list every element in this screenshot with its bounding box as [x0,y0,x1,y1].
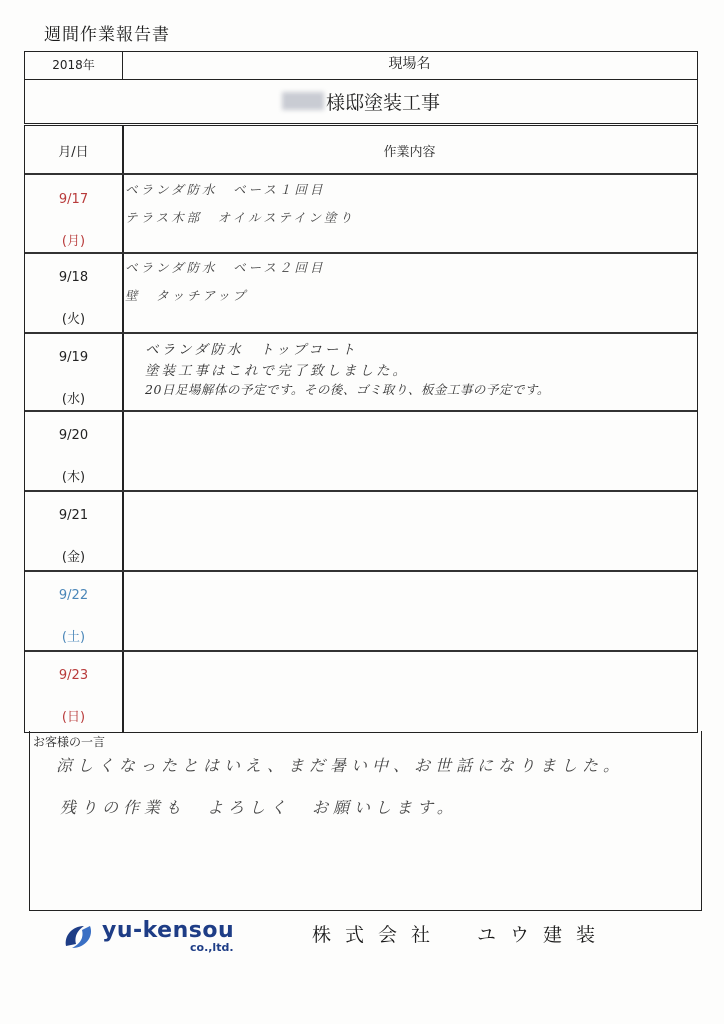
date-label: 9/21 [58,508,89,523]
work-note: ベランダ防水 トップコート [145,342,358,358]
work-note: 塗装工事はこれで完了致しました。 [145,363,409,379]
weekday-label: (金) [61,550,86,565]
schedule-table [24,125,698,733]
header-row [25,52,697,80]
company-name: 株式会社 ユウ建装 [312,924,610,946]
weekday-label: (水) [61,392,86,407]
work-note: 壁 タッチアップ [125,288,249,303]
weekday-label: (火) [61,312,86,327]
customer-comment-box [29,731,702,911]
logo-text: yu-kensou [102,918,235,943]
date-label: 9/17 [58,192,89,207]
date-cell [25,410,122,490]
date-cell [25,252,122,332]
work-note: ベランダ防水 ベース２回目 [125,260,326,275]
date-cell [25,570,122,650]
row-divider [25,410,697,412]
header-table [24,51,698,124]
row-divider [25,252,697,254]
work-note: テラス木部 オイルステイン塗り [125,210,356,225]
swirl-logo-icon [60,918,98,954]
date-cell [25,650,122,734]
work-column-header: 作業内容 [383,144,436,160]
work-note: ベランダ防水 ベース１回目 [125,182,326,197]
row-divider [25,650,697,652]
date-label: 9/20 [58,428,89,443]
date-label: 9/22 [58,588,89,603]
row-divider [25,332,697,334]
work-note: 20日足場解体の予定です。その後、ゴミ取り、板金工事の予定です。 [145,382,550,397]
customer-comment-text: 涼しくなったとはいえ、まだ暑い中、お世話になりました。 [56,756,624,775]
redacted-client-name [282,92,324,110]
date-cell [25,174,122,252]
date-label: 9/19 [58,350,89,365]
project-name-text: 様邸塗装工事 [325,91,440,114]
row-divider [25,570,697,572]
date-column-header: 月/日 [58,144,89,160]
project-name [25,79,697,123]
weekday-label: (日) [61,710,86,725]
weekday-label: (木) [61,470,86,485]
header-divider [25,173,697,175]
document-title: 週間作業報告書 [44,25,170,45]
row-divider [25,490,697,492]
date-label: 9/18 [58,270,89,285]
weekday-label: (土) [61,630,86,645]
date-cell [25,490,122,570]
logo-subtext: co.,ltd. [190,941,234,954]
date-label: 9/23 [58,668,89,683]
company-logo [60,918,260,956]
customer-comment-label: お客様の一言 [33,735,106,749]
customer-comment-text: 残りの作業も よろしく お願いします。 [60,798,458,817]
date-cell [25,332,122,410]
year-cell: 2018年 [25,52,123,79]
column-divider [122,126,124,732]
site-name-label: 現場名 [388,56,431,72]
weekday-label: (月) [61,234,86,249]
